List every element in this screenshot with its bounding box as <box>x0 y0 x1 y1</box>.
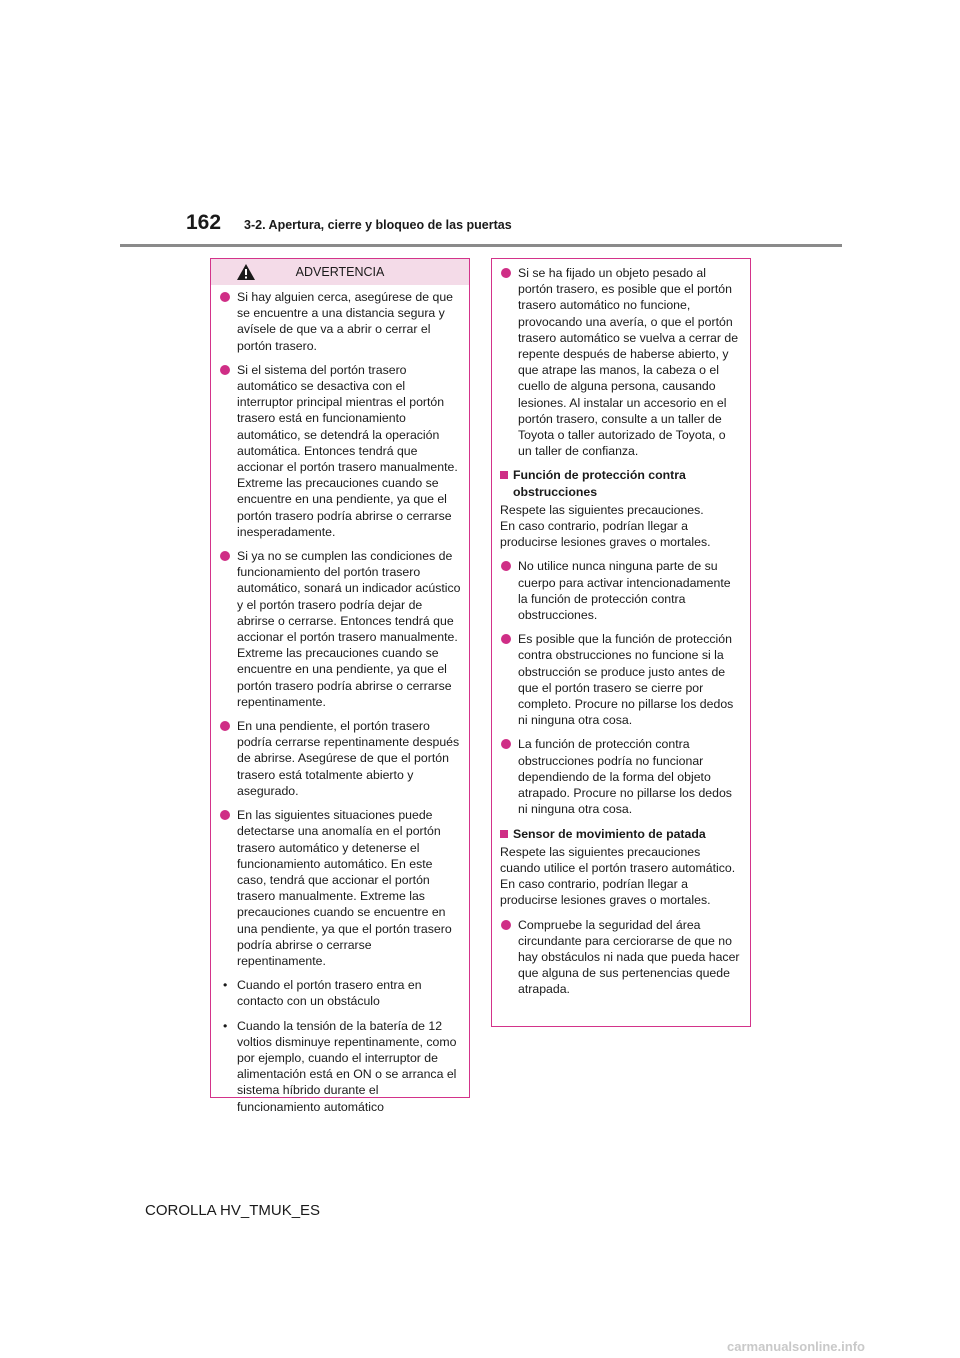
list-item: Compruebe la seguridad del área circundante para cerciorarse de que no hay obstáculos ni nada que pueda hacer que alguna de sus pertenencias quede atrapada. <box>500 917 742 998</box>
paragraph: Respete las siguientes precauciones cuando utilice el portón trasero automático. En caso contrario, podrían llegar a producirse lesiones graves o mortales. <box>500 844 736 908</box>
list-item: Si se ha fijado un objeto pesado al portón trasero, es posible que el portón trasero automático no funcione, provocando una avería, o que el portón trasero automático se vuelva a cerrar de repente después de haberse abierto, y que atrape las manos, la cabeza o el cuello de alguna persona, causando lesiones. Al instalar un accesorio en el portón trasero, consulte a un taller de Toyota o taller autorizado de Toyota, o un taller de confianza. <box>500 265 742 459</box>
list-item: Es posible que la función de protección contra obstrucciones no funcione si la obstrucción se produce justo antes de que el portón trasero se cierre por completo. Procure no pillarse los dedos ni ninguna otra cosa. <box>500 631 742 728</box>
section-heading: Sensor de movimiento de patada <box>500 826 742 842</box>
section-title: 3-2. Apertura, cierre y bloqueo de las puertas <box>244 218 512 232</box>
bullet-dot-icon <box>220 551 230 561</box>
section-heading: Función de protección contra obstrucciones <box>500 467 742 499</box>
list-item: No utilice nunca ninguna parte de su cuerpo para activar intencionadamente la función de protección contra obstrucciones. <box>500 558 742 623</box>
square-bullet-icon <box>500 830 508 838</box>
model-code: COROLLA HV_TMUK_ES <box>145 1202 321 1219</box>
small-bullet-icon: • <box>223 1018 228 1033</box>
list-item: En una pendiente, el portón trasero podría cerrarse repentinamente después de abrirse. Asegúrese de que el portón trasero está totalmente abierto y asegurado. <box>219 718 461 799</box>
sub-list-item: • Cuando la tensión de la batería de 12 voltios disminuye repentinamente, como por ejemplo, cuando el interruptor de alimentación está en ON o se arranca el sistema híbrido durante el funcionamiento automático <box>223 1018 457 1114</box>
bullet-dot-icon <box>501 561 511 571</box>
bullet-dot-icon <box>501 268 511 278</box>
warning-box <box>210 258 470 1114</box>
list-item: Si el sistema del portón trasero automático se desactiva con el interruptor principal mientras el portón trasero está en funcionamiento automático, se detendrá la operación automática. Entonces tendrá que accionar el portón trasero manualmente. Extreme las precauciones cuando se encuentre en una pendiente, ya que el portón trasero podría abrirse o cerrarse inesperadamente. <box>219 362 461 540</box>
list-item: En las siguientes situaciones puede detectarse una anomalía en el portón trasero automático y detenerse el funcionamiento automático. En este caso, tendrá que accionar el portón trasero manualmente. Extreme las precauciones cuando se encuentre en una pendiente, ya que el portón trasero podría abrirse o cerrarse repentinamente. <box>219 807 461 969</box>
square-bullet-icon <box>500 471 508 479</box>
list-item: La función de protección contra obstrucciones podría no funcionar dependiendo de la forma del objeto atrapado. Procure no pillarse los dedos ni ninguna otra cosa. <box>500 736 742 817</box>
page-number: 162 <box>186 211 222 234</box>
bullet-dot-icon <box>220 721 230 731</box>
warning-box-continued <box>491 258 751 1027</box>
warning-triangle-icon <box>236 263 256 281</box>
small-bullet-icon: • <box>223 978 228 993</box>
warning-title: ADVERTENCIA <box>295 265 385 279</box>
bullet-dot-icon <box>501 634 511 644</box>
bullet-dot-icon <box>220 810 230 820</box>
list-item: Si hay alguien cerca, asegúrese de que se encuentre a una distancia segura y avísele de que va a abrir o cerrar el portón trasero. <box>219 289 461 354</box>
sub-list-item: • Cuando el portón trasero entra en contacto con un obstáculo <box>223 978 422 1009</box>
list-item: Si ya no se cumplen las condiciones de funcionamiento del portón trasero automático, sonará un indicador acústico y el portón trasero podría dejar de abrirse o cerrarse. Entonces tendrá que accionar el portón trasero manualmente. Extreme las precauciones cuando se encuentre en una pendiente, ya que el portón trasero podría abrirse o cerrarse repentinamente. <box>219 548 461 710</box>
watermark: carmanualsonline.info <box>727 1339 865 1354</box>
warning-header <box>211 259 469 285</box>
bullet-dot-icon <box>220 365 230 375</box>
bullet-dot-icon <box>501 739 511 749</box>
bullet-dot-icon <box>220 292 230 302</box>
header-divider <box>120 244 842 247</box>
paragraph: Respete las siguientes precauciones. En caso contrario, podrían llegar a producirse lesiones graves o mortales. <box>500 502 711 550</box>
bullet-dot-icon <box>501 920 511 930</box>
